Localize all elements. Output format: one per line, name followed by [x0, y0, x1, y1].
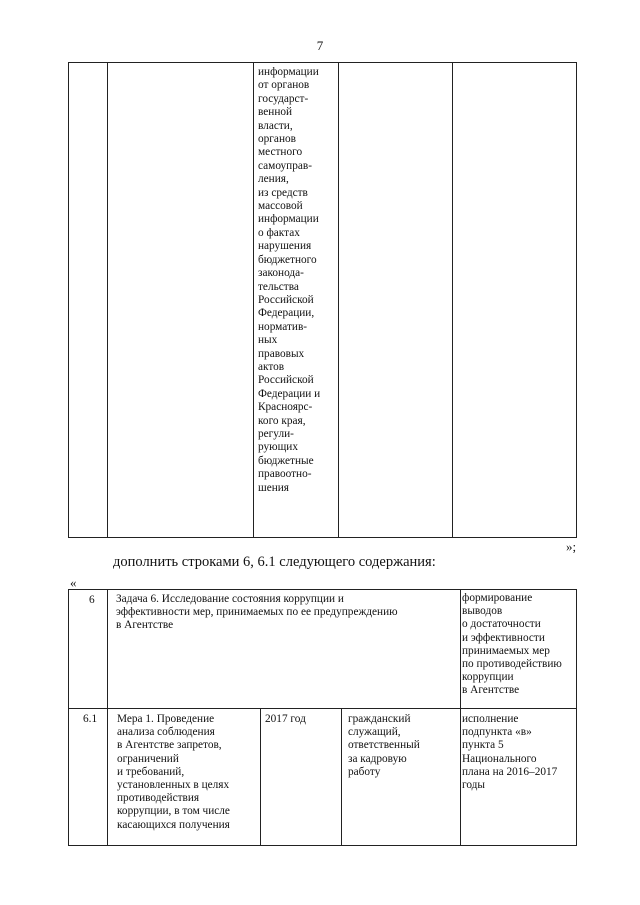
cell-line: ных — [258, 334, 278, 347]
cell-line: противодействия — [117, 792, 200, 805]
cell-line: власти, — [258, 119, 293, 132]
cell-line: информации — [258, 66, 319, 78]
cell-line: исполнение — [462, 713, 519, 725]
cell-line: местного — [258, 146, 303, 159]
cell-line: о достаточности — [462, 618, 541, 631]
row-6-1-result — [462, 713, 574, 792]
table-column-divider — [107, 63, 108, 537]
cell-line: правовых — [258, 347, 305, 360]
cell-line: бюджетного — [258, 253, 317, 266]
cell-line: пункта 5 — [462, 739, 504, 752]
row-6-1-responsible — [348, 713, 456, 779]
cell-line: правоотно- — [258, 468, 312, 481]
table-column-divider — [341, 709, 342, 845]
cell-line: о фактах — [258, 226, 300, 239]
cell-line: коррупции — [462, 671, 514, 684]
row-6-1-number: 6.1 — [83, 713, 98, 725]
opening-quote: « — [70, 575, 77, 590]
cell-line: нарушения — [258, 240, 312, 253]
cell-line: в Агентстве — [462, 684, 520, 697]
cell-line: Красноярс- — [258, 401, 313, 414]
table-column-divider — [107, 590, 108, 845]
table-row-divider — [69, 708, 576, 709]
cell-line: Федерации, — [258, 307, 315, 320]
cell-line: подпункта «в» — [462, 726, 532, 739]
cell-line: коррупции, в том числе — [117, 805, 230, 818]
cell-line: выводов — [462, 605, 503, 618]
cell-line: годы — [462, 779, 486, 792]
cell-line: ответственный — [348, 739, 420, 752]
cell-line: за кадровую — [348, 752, 407, 765]
cell-line: информации — [258, 213, 319, 226]
cell-line: формирование — [462, 592, 533, 604]
cell-line: органов — [258, 133, 296, 146]
cell-line: из средств — [258, 186, 308, 199]
cell-line: эффективности мер, принимаемых по ее предупреждению — [116, 606, 398, 619]
cell-line: и эффективности — [462, 631, 545, 644]
cell-line: кого края, — [258, 414, 306, 427]
amendment-intro-text: дополнить строками 6, 6.1 следующего содержания: — [113, 554, 436, 570]
cell-line: анализа соблюдения — [117, 726, 215, 739]
cell-line: Задача 6. Исследование состояния коррупции и — [116, 593, 344, 605]
cell-line: Мера 1. Проведение — [117, 713, 215, 725]
table-column-divider — [452, 63, 453, 537]
cell-line: Российской — [258, 293, 314, 306]
cell-line: ления, — [258, 173, 289, 186]
cell-line: норматив- — [258, 320, 308, 333]
cell-line: регули- — [258, 427, 294, 440]
continuation-cell-text — [258, 66, 338, 495]
closing-quote: »; — [566, 539, 577, 554]
cell-line: гражданский — [348, 713, 411, 725]
cell-line: и требований, — [117, 765, 185, 778]
table-column-divider — [260, 709, 261, 845]
cell-line: самоуправ- — [258, 159, 312, 172]
cell-line: касающихся получения — [117, 818, 230, 831]
row-6-1-measure — [117, 713, 257, 832]
cell-line: массовой — [258, 200, 303, 213]
cell-line: Российской — [258, 374, 314, 387]
table-column-divider — [460, 590, 461, 845]
cell-line: принимаемых мер — [462, 644, 550, 657]
cell-line: венной — [258, 106, 293, 119]
page-number: 7 — [316, 38, 324, 53]
cell-line: актов — [258, 360, 285, 373]
cell-line: от органов — [258, 79, 310, 92]
cell-line: в Агентстве запретов, — [117, 739, 222, 752]
cell-line: рующих — [258, 441, 298, 454]
row-6-1-term: 2017 год — [265, 713, 306, 725]
row-6-result — [462, 592, 574, 698]
cell-line: государст- — [258, 92, 309, 105]
cell-line: законода- — [258, 267, 304, 280]
cell-line: в Агентстве — [116, 619, 174, 632]
cell-line: работу — [348, 765, 381, 778]
cell-line: Национального — [462, 752, 537, 765]
cell-line: шения — [258, 481, 290, 494]
cell-line: плана на 2016–2017 — [462, 765, 558, 778]
table-column-divider — [253, 63, 254, 537]
cell-line: по противодействию — [462, 658, 562, 671]
amendment-table — [68, 589, 577, 846]
row-6-number: 6 — [89, 594, 95, 606]
cell-line: установленных в целях — [117, 779, 230, 792]
cell-line: бюджетные — [258, 454, 314, 467]
cell-line: тельства — [258, 280, 299, 293]
cell-line: Федерации и — [258, 387, 321, 400]
cell-line: ограничений — [117, 752, 179, 765]
cell-line: служащий, — [348, 726, 401, 739]
table-column-divider — [338, 63, 339, 537]
row-6-task — [116, 593, 456, 633]
